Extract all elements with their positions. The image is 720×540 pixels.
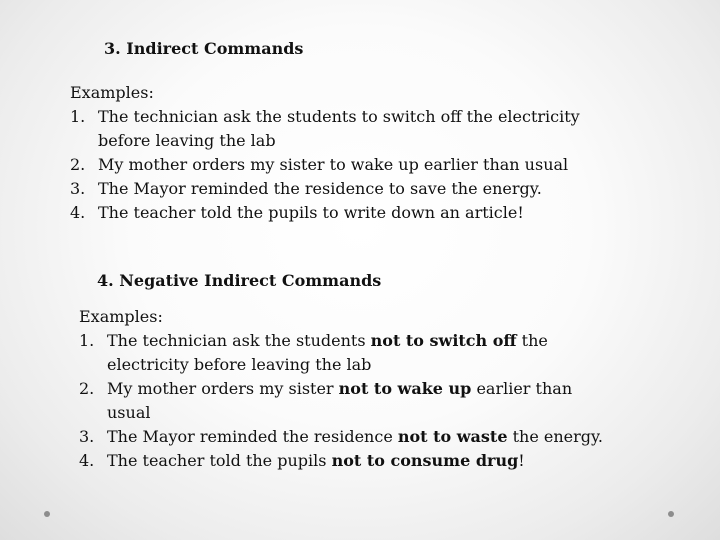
list-item — [79, 377, 603, 425]
item-text-emphasis: not to waste — [397, 427, 508, 446]
list-item — [70, 201, 580, 225]
item-text-pre: The technician ask the students — [107, 331, 371, 350]
item-text-emphasis: not to switch off — [370, 331, 517, 350]
item-number: 2. — [70, 155, 86, 174]
bullet-dot-icon — [44, 511, 50, 517]
item-text-line-1: The technician ask the students to switch off the electricity — [98, 107, 580, 126]
item-text-emphasis: not to consume drug — [331, 451, 519, 470]
bullet-dot-icon — [668, 511, 674, 517]
item-number: 3. — [79, 427, 95, 446]
item-number: 1. — [79, 331, 95, 350]
item-text-post: the energy. — [507, 427, 604, 446]
section-heading-negative-indirect-commands: 4. Negative Indirect Commands — [97, 271, 382, 290]
item-text-pre: My mother orders my sister — [107, 379, 339, 398]
list-item — [70, 105, 580, 153]
item-text-pre: The teacher told the pupils — [107, 451, 332, 470]
item-number: 4. — [79, 451, 95, 470]
item-text-line-1 — [107, 449, 603, 473]
item-number: 1. — [70, 107, 86, 126]
list-item — [70, 177, 580, 201]
item-number: 2. — [79, 379, 95, 398]
item-text-line-1 — [107, 377, 603, 401]
list-item — [79, 449, 603, 473]
item-text: The Mayor reminded the residence to save the energy. — [98, 179, 542, 198]
item-text-pre: The Mayor reminded the residence — [107, 427, 398, 446]
item-text: The teacher told the pupils to write down an article! — [98, 203, 524, 222]
list-item — [79, 329, 603, 377]
examples-label: Examples: — [70, 83, 154, 102]
list-item — [70, 153, 580, 177]
item-text-line-1 — [107, 425, 603, 449]
examples-list — [79, 329, 603, 473]
item-text-line-1 — [107, 329, 603, 353]
item-text-line-2: electricity before leaving the lab — [107, 355, 372, 374]
examples-list — [70, 105, 580, 225]
item-text-post: ! — [518, 451, 525, 470]
negative-indirect-commands-examples — [79, 305, 603, 473]
item-text-post: earlier than — [471, 379, 573, 398]
item-number: 3. — [70, 179, 86, 198]
item-number: 4. — [70, 203, 86, 222]
item-text-emphasis: not to wake up — [338, 379, 472, 398]
indirect-commands-examples — [70, 81, 580, 225]
item-text-post: the — [516, 331, 548, 350]
examples-label: Examples: — [79, 307, 163, 326]
item-text-line-2: usual — [107, 403, 151, 422]
section-heading-indirect-commands: 3. Indirect Commands — [104, 39, 304, 58]
list-item — [79, 425, 603, 449]
item-text: My mother orders my sister to wake up earlier than usual — [98, 155, 569, 174]
item-text-line-2: before leaving the lab — [98, 131, 276, 150]
